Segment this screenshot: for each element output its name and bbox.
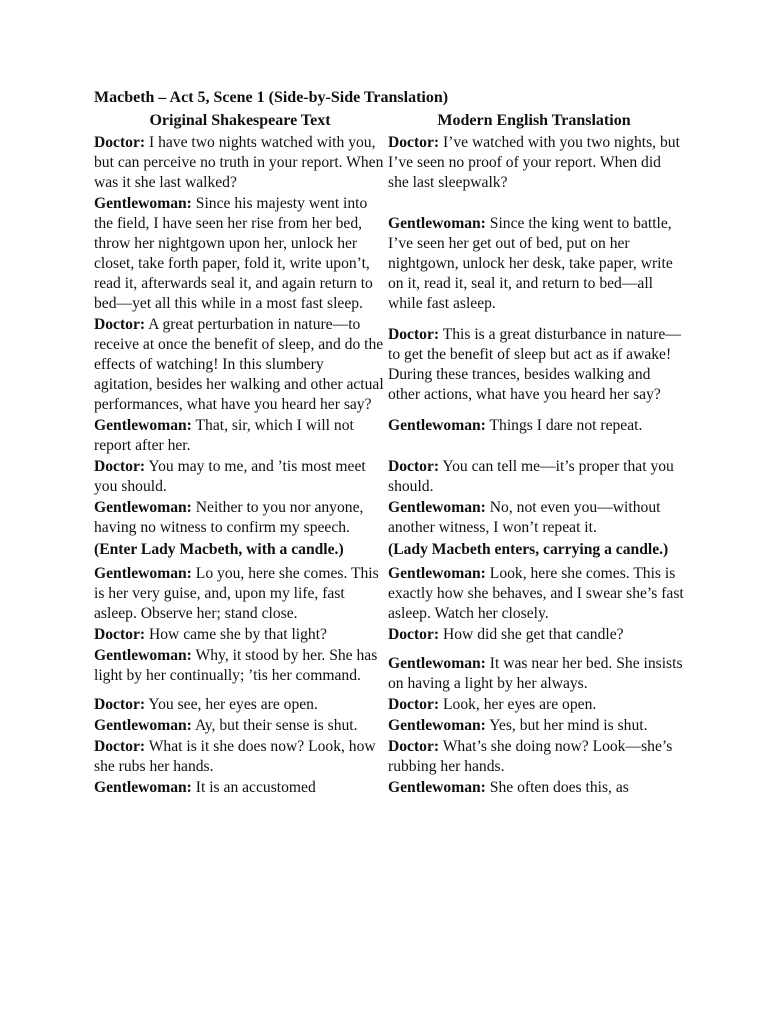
modern-line [388, 416, 684, 456]
original-line [94, 625, 388, 645]
table-row [94, 646, 684, 694]
speaker-name: Gentlewoman: [94, 195, 192, 212]
line-text: A great perturbation in nature—to receive at once the benefit of sleep, and do the effects of watching! In this slumbery agitation, besides her walking and other actual performances, what have you heard her say? [94, 316, 384, 413]
original-line [94, 194, 388, 314]
line-text: No, not even you—without another witness, I won’t repeat it. [388, 499, 661, 536]
column-header-modern: Modern English Translation [437, 112, 631, 129]
table-row [94, 716, 684, 736]
modern-line [388, 564, 684, 624]
document-title: Macbeth – Act 5, Scene 1 (Side-by-Side Translation) [94, 89, 449, 106]
line-text: Look, here she comes. This is exactly how she behaves, and I swear she’s fast asleep. Watch her closely. [388, 565, 684, 622]
table-row [94, 695, 684, 715]
line-text: I have two nights watched with you, but can perceive no truth in your report. When was it she last walked? [94, 134, 384, 191]
table-row [94, 416, 684, 456]
speaker-name: Gentlewoman: [388, 215, 486, 232]
original-line [94, 778, 388, 798]
original-line [94, 716, 388, 736]
original-line [94, 133, 388, 193]
speaker-name: Gentlewoman: [388, 417, 486, 434]
line-text: You can tell me—it’s proper that you should. [388, 458, 674, 495]
table-row [94, 778, 684, 798]
line-text: It is an accustomed [195, 779, 316, 796]
modern-line [388, 498, 684, 538]
line-text: What’s she doing now? Look—she’s rubbing her hands. [388, 738, 673, 775]
speaker-name: Gentlewoman: [94, 417, 192, 434]
original-line [94, 416, 388, 456]
original-line [94, 646, 388, 694]
line-text: Look, her eyes are open. [443, 696, 597, 713]
speaker-name: Doctor: [94, 458, 146, 475]
stage-direction-original: (Enter Lady Macbeth, with a candle.) [94, 541, 344, 558]
modern-line [388, 778, 684, 798]
line-text: What is it she does now? Look, how she rubs her hands. [94, 738, 376, 775]
table-row [94, 315, 684, 415]
modern-line [388, 133, 684, 193]
speaker-name: Doctor: [388, 696, 440, 713]
speaker-name: Gentlewoman: [388, 565, 486, 582]
modern-line [388, 716, 684, 736]
original-line [94, 457, 388, 497]
line-text: Why, it stood by her. She has light by her continually; ’tis her command. [94, 647, 378, 684]
table-row [94, 737, 684, 777]
table-row [94, 457, 684, 497]
original-line [94, 498, 388, 538]
speaker-name: Doctor: [94, 626, 146, 643]
speaker-name: Gentlewoman: [94, 647, 192, 664]
translation-table [94, 133, 684, 799]
speaker-name: Gentlewoman: [94, 717, 192, 734]
speaker-name: Gentlewoman: [94, 779, 192, 796]
stage-direction-modern: (Lady Macbeth enters, carrying a candle.) [388, 541, 669, 558]
line-text: How came she by that light? [149, 626, 327, 643]
line-text: Since his majesty went into the field, I have seen her rise from her bed, throw her nightgown upon her, unlock her closet, take forth paper, fold it, write upon’t, read it, afterwards seal it, and again return to bed—yet all this while in a most fast sleep. [94, 195, 373, 312]
original-line [94, 315, 388, 415]
original-line [94, 695, 388, 715]
speaker-name: Doctor: [388, 134, 440, 151]
speaker-name: Doctor: [388, 738, 440, 755]
speaker-name: Gentlewoman: [388, 779, 486, 796]
line-text: That, sir, which I will not report after her. [94, 417, 354, 454]
line-text: She often does this, as [489, 779, 629, 796]
line-text: Since the king went to battle, I’ve seen her get out of bed, put on her nightgown, unlock her desk, take paper, write on it, read it, seal it, and return to bed—all while fast asleep. [388, 215, 673, 312]
table-row [94, 194, 684, 314]
modern-line [388, 325, 684, 405]
speaker-name: Gentlewoman: [388, 717, 486, 734]
modern-line [388, 646, 684, 694]
line-text: It was near her bed. She insists on having a light by her always. [388, 655, 683, 692]
table-row [94, 133, 684, 193]
table-row [94, 498, 684, 538]
modern-line [388, 194, 684, 314]
modern-line [388, 625, 684, 645]
speaker-name: Gentlewoman: [388, 655, 486, 672]
line-text: Neither to you nor anyone, having no witness to confirm my speech. [94, 499, 364, 536]
table-row [94, 564, 684, 624]
speaker-name: Gentlewoman: [388, 499, 486, 516]
line-text: Ay, but their sense is shut. [194, 717, 358, 734]
original-line [94, 737, 388, 777]
line-text: This is a great disturbance in nature—to get the benefit of sleep but act as if awake! During these trances, besides walking and other actions, what have you heard her say? [388, 326, 681, 403]
speaker-name: Doctor: [94, 738, 146, 755]
speaker-name: Doctor: [388, 458, 440, 475]
speaker-name: Doctor: [388, 326, 440, 343]
original-line [94, 564, 388, 624]
line-text: Lo you, here she comes. This is her very guise, and, upon my life, fast asleep. Observe her; stand close. [94, 565, 379, 622]
table-row [94, 625, 684, 645]
modern-line [388, 457, 684, 497]
line-text: How did she get that candle? [443, 626, 624, 643]
speaker-name: Doctor: [388, 626, 440, 643]
line-text: You see, her eyes are open. [148, 696, 318, 713]
speaker-name: Doctor: [94, 134, 146, 151]
line-text: I’ve watched with you two nights, but I’ve seen no proof of your report. When did she last sleepwalk? [388, 134, 680, 191]
speaker-name: Doctor: [94, 316, 146, 333]
speaker-name: Gentlewoman: [94, 499, 192, 516]
line-text: Things I dare not repeat. [489, 417, 643, 434]
modern-line [388, 737, 684, 777]
table-row [94, 540, 684, 560]
line-text: You may to me, and ’tis most meet you should. [94, 458, 366, 495]
column-header-original: Original Shakespeare Text [149, 112, 331, 129]
modern-line [388, 695, 684, 715]
speaker-name: Gentlewoman: [94, 565, 192, 582]
line-text: Yes, but her mind is shut. [489, 717, 648, 734]
speaker-name: Doctor: [94, 696, 146, 713]
